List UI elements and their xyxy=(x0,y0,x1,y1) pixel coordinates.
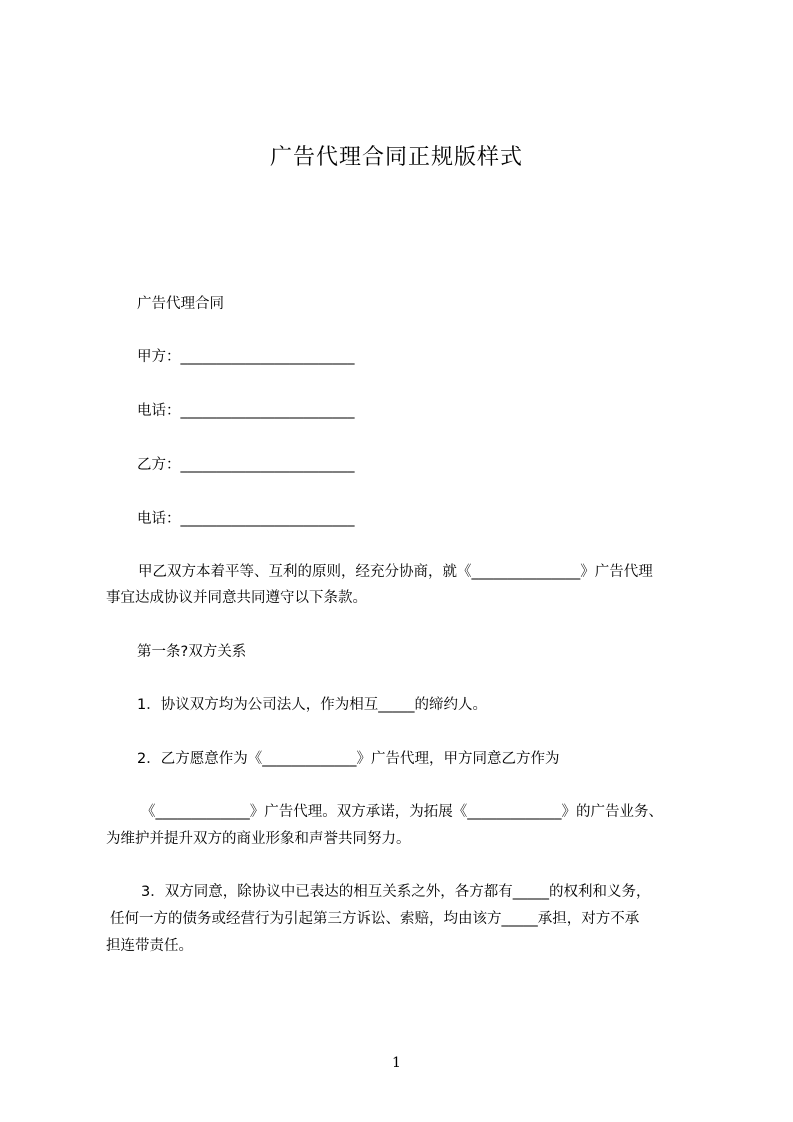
clause-1: 1．协议双方均为公司法人，作为相互_____的缔约人。 xyxy=(137,697,487,713)
phone-b-field: 电话：________________________ xyxy=(137,511,355,527)
clause-2-line-2: 《_____________》广告代理。双方承诺，为拓展《_____________》的广告业务、 xyxy=(141,804,663,820)
article-1-heading: 第一条?双方关系 xyxy=(137,644,247,660)
phone-a-field: 电话：________________________ xyxy=(137,403,355,419)
party-b-field: 乙方：________________________ xyxy=(137,457,355,473)
preamble-line-2: 事宜达成协议并同意共同遵守以下条款。 xyxy=(106,590,367,606)
clause-2-line-1: 2．乙方愿意作为《_____________》广告代理，甲方同意乙方作为 xyxy=(137,751,560,767)
clause-2-line-3: 为维护并提升双方的商业形象和声誉共同努力。 xyxy=(106,831,411,847)
party-a-field: 甲方：________________________ xyxy=(137,349,355,365)
page-number: 1 xyxy=(392,1055,401,1071)
clause-3-line-1: 3．双方同意，除协议中已表达的相互关系之外，各方都有_____的权利和义务， xyxy=(141,884,651,900)
page-title: 广告代理合同正规版样式 xyxy=(269,145,523,170)
contract-subtitle: 广告代理合同 xyxy=(137,296,224,312)
clause-3-line-3: 担连带责任。 xyxy=(106,938,193,954)
preamble-line-1: 甲乙双方本着平等、互利的原则，经充分协商，就《_______________》广告代理 xyxy=(138,564,653,580)
clause-3-line-2: 任何一方的债务或经营行为引起第三方诉讼、索赔，均由该方_____承担，对方不承 xyxy=(110,911,640,927)
